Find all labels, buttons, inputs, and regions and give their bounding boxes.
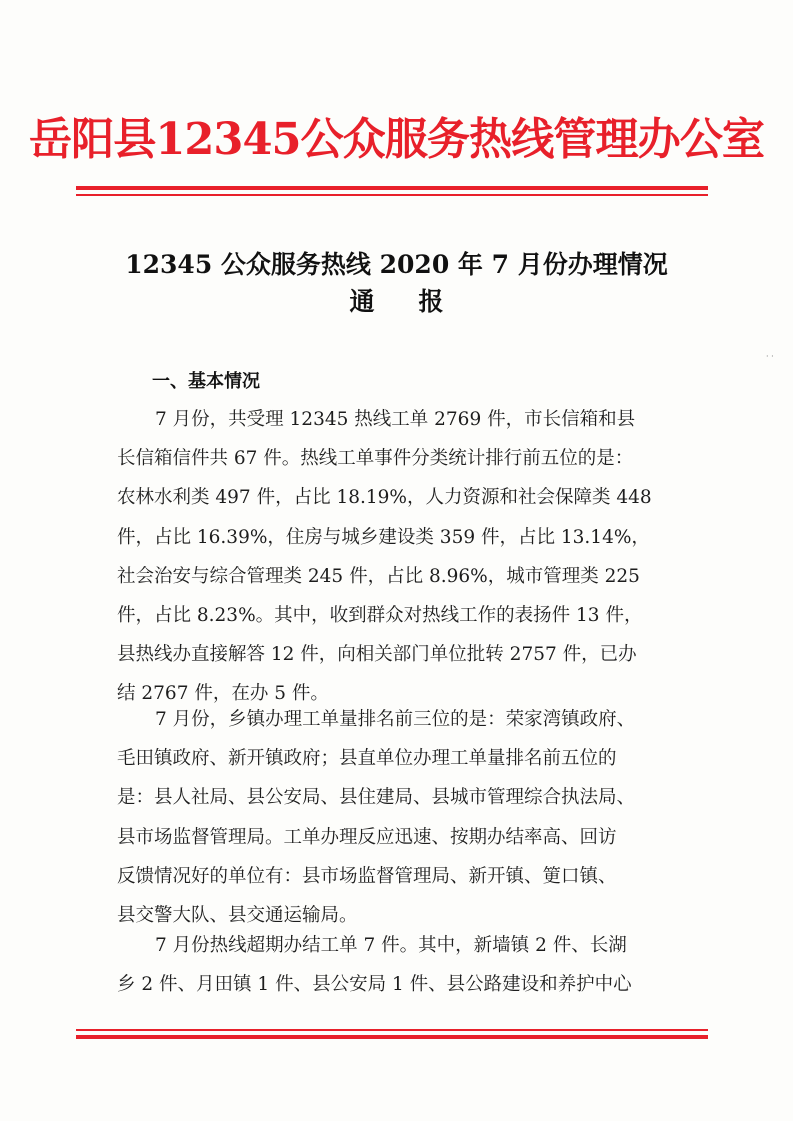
paragraph-line: 7 月份，共受理 12345 热线工单 2769 件，市长信箱和县: [155, 409, 636, 430]
paragraph-line: 7 月份热线超期办结工单 7 件。其中，新墙镇 2 件、长湖: [155, 935, 627, 956]
paragraph-line: 县市场监督管理局。工单办理反应迅速、按期办结率高、回访: [117, 826, 617, 848]
paragraph-line: 社会治安与综合管理类 245 件，占比 8.96%，城市管理类 225: [117, 565, 640, 587]
paragraph-2: [117, 700, 697, 935]
section-heading: 一、基本情况: [152, 371, 260, 392]
footer-rule-thick: [76, 1035, 708, 1039]
paragraph-line: 毛田镇政府、新开镇政府；县直单位办理工单量排名前五位的: [117, 748, 617, 770]
paragraph-line: 是：县人社局、县公安局、县住建局、县城市管理综合执法局、: [117, 787, 636, 809]
scan-speck: · ·: [766, 352, 774, 361]
paragraph-line: 县交警大队、县交通运输局。: [117, 905, 358, 927]
paragraph-line: 长信箱信件共 67 件。热线工单事件分类统计排行前五位的是：: [117, 448, 634, 470]
footer-rule-thin: [76, 1029, 708, 1031]
letterhead-org-name: 岳阳县12345公众服务热线管理办公室: [28, 114, 765, 165]
paragraph-line: 县热线办直接解答 12 件，向相关部门单位批转 2757 件，已办: [117, 644, 637, 666]
paragraph-1: [117, 400, 697, 714]
document-title-line1: 12345 公众服务热线 2020 年 7 月份办理情况: [125, 250, 668, 279]
paragraph-line: 结 2767 件，在办 5 件。: [117, 683, 329, 705]
letterhead-rule-thick: [76, 186, 708, 190]
paragraph-line: 件，占比 16.39%，住房与城乡建设类 359 件，占比 13.14%，: [117, 526, 650, 548]
paragraph-line: 乡 2 件、月田镇 1 件、县公安局 1 件、县公路建设和养护中心: [117, 974, 632, 996]
paragraph-line: 件，占比 8.23%。其中，收到群众对热线工作的表扬件 13 件，: [117, 605, 643, 627]
paragraph-3: [117, 926, 697, 1004]
document-title-line2: 通报: [349, 287, 488, 316]
paragraph-line: 反馈情况好的单位有：县市场监督管理局、新开镇、筻口镇、: [117, 865, 617, 887]
letterhead-rule-thin: [76, 194, 708, 196]
paragraph-line: 7 月份，乡镇办理工单量排名前三位的是：荣家湾镇政府、: [155, 709, 636, 730]
paragraph-line: 农林水利类 497 件，占比 18.19%，人力资源和社会保障类 448: [117, 487, 652, 509]
